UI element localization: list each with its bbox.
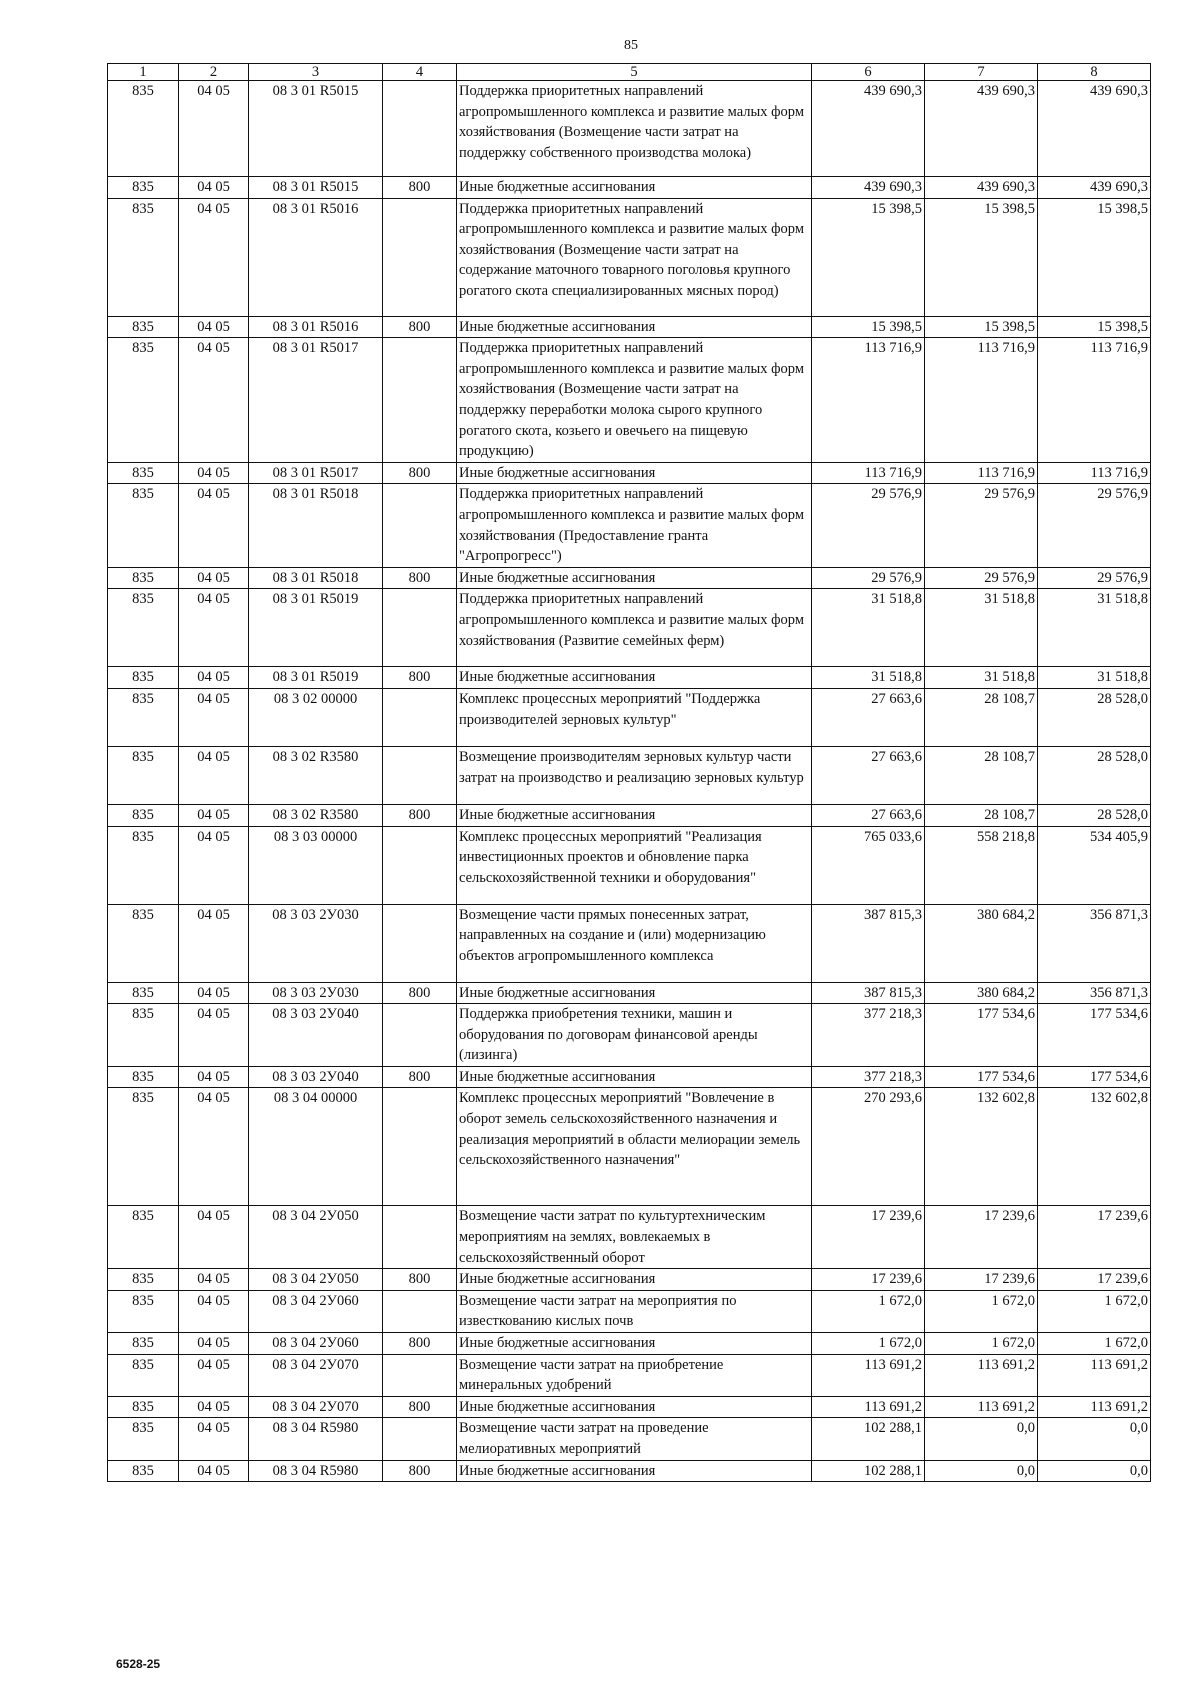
cell-target-article: 08 3 03 2У040	[249, 1004, 383, 1067]
cell-section-code: 04 05	[179, 198, 249, 316]
cell-description: Иные бюджетные ассигнования	[457, 1066, 812, 1088]
cell-admin-code: 835	[108, 1418, 179, 1460]
cell-amount-year-1: 17 239,6	[812, 1206, 925, 1269]
cell-section-code: 04 05	[179, 688, 249, 746]
cell-amount-year-3: 15 398,5	[1038, 198, 1151, 316]
cell-description: Комплекс процессных мероприятий "Вовлечение в оборот земель сельскохозяйственного назначения и реализация мероприятий в области мелиорации земель сельскохозяйственного назначения"	[457, 1088, 812, 1206]
cell-admin-code: 835	[108, 826, 179, 904]
cell-description: Иные бюджетные ассигнования	[457, 567, 812, 589]
table-row	[108, 804, 1151, 826]
cell-section-code: 04 05	[179, 484, 249, 567]
cell-amount-year-3: 28 528,0	[1038, 804, 1151, 826]
cell-description: Иные бюджетные ассигнования	[457, 804, 812, 826]
cell-expense-type	[383, 338, 457, 463]
table-row	[108, 338, 1151, 463]
cell-amount-year-3: 113 691,2	[1038, 1396, 1151, 1418]
cell-amount-year-3: 28 528,0	[1038, 746, 1151, 804]
cell-expense-type: 800	[383, 982, 457, 1004]
cell-section-code: 04 05	[179, 826, 249, 904]
cell-amount-year-3: 356 871,3	[1038, 904, 1151, 982]
cell-target-article: 08 3 04 2У070	[249, 1354, 383, 1396]
cell-amount-year-2: 31 518,8	[925, 667, 1038, 689]
cell-admin-code: 835	[108, 1333, 179, 1355]
table-row	[108, 1460, 1151, 1482]
cell-amount-year-2: 29 576,9	[925, 484, 1038, 567]
cell-admin-code: 835	[108, 589, 179, 667]
cell-target-article: 08 3 04 2У060	[249, 1290, 383, 1332]
cell-admin-code: 835	[108, 316, 179, 338]
cell-amount-year-1: 102 288,1	[812, 1460, 925, 1482]
cell-amount-year-3: 113 691,2	[1038, 1354, 1151, 1396]
table-row	[108, 1088, 1151, 1206]
cell-expense-type	[383, 826, 457, 904]
cell-target-article: 08 3 01 R5016	[249, 198, 383, 316]
cell-amount-year-1: 1 672,0	[812, 1333, 925, 1355]
cell-target-article: 08 3 01 R5015	[249, 81, 383, 177]
cell-section-code: 04 05	[179, 1460, 249, 1482]
cell-description: Комплекс процессных мероприятий "Поддержка производителей зерновых культур"	[457, 688, 812, 746]
cell-amount-year-3: 31 518,8	[1038, 589, 1151, 667]
table-row	[108, 1354, 1151, 1396]
budget-table	[107, 63, 1151, 1482]
column-header-6: 6	[812, 64, 925, 81]
cell-section-code: 04 05	[179, 1333, 249, 1355]
cell-expense-type	[383, 81, 457, 177]
cell-amount-year-1: 377 218,3	[812, 1066, 925, 1088]
cell-admin-code: 835	[108, 177, 179, 199]
cell-section-code: 04 05	[179, 1088, 249, 1206]
column-header-1: 1	[108, 64, 179, 81]
table-row	[108, 1418, 1151, 1460]
cell-amount-year-3: 534 405,9	[1038, 826, 1151, 904]
cell-amount-year-3: 439 690,3	[1038, 177, 1151, 199]
cell-description: Возмещение части затрат по культуртехническим мероприятиям на землях, вовлекаемых в сельскохозяйственный оборот	[457, 1206, 812, 1269]
cell-amount-year-3: 31 518,8	[1038, 667, 1151, 689]
cell-amount-year-3: 0,0	[1038, 1418, 1151, 1460]
cell-amount-year-2: 28 108,7	[925, 688, 1038, 746]
cell-amount-year-3: 356 871,3	[1038, 982, 1151, 1004]
cell-amount-year-1: 387 815,3	[812, 982, 925, 1004]
cell-expense-type: 800	[383, 1396, 457, 1418]
cell-amount-year-2: 0,0	[925, 1460, 1038, 1482]
cell-admin-code: 835	[108, 1460, 179, 1482]
cell-amount-year-2: 177 534,6	[925, 1066, 1038, 1088]
cell-admin-code: 835	[108, 1004, 179, 1067]
cell-target-article: 08 3 02 00000	[249, 688, 383, 746]
cell-expense-type	[383, 1004, 457, 1067]
cell-amount-year-2: 17 239,6	[925, 1269, 1038, 1291]
cell-description: Возмещение части прямых понесенных затрат, направленных на создание и (или) модернизацию объектов агропромышленного комплекса	[457, 904, 812, 982]
cell-description: Иные бюджетные ассигнования	[457, 1460, 812, 1482]
cell-expense-type	[383, 688, 457, 746]
cell-amount-year-2: 113 716,9	[925, 338, 1038, 463]
cell-amount-year-1: 1 672,0	[812, 1290, 925, 1332]
table-row	[108, 316, 1151, 338]
table-row	[108, 746, 1151, 804]
cell-section-code: 04 05	[179, 338, 249, 463]
cell-expense-type	[383, 1206, 457, 1269]
cell-target-article: 08 3 04 2У060	[249, 1333, 383, 1355]
cell-expense-type: 800	[383, 567, 457, 589]
cell-section-code: 04 05	[179, 1269, 249, 1291]
cell-description: Иные бюджетные ассигнования	[457, 316, 812, 338]
cell-target-article: 08 3 03 2У030	[249, 982, 383, 1004]
cell-expense-type	[383, 1290, 457, 1332]
cell-expense-type	[383, 1418, 457, 1460]
cell-amount-year-3: 28 528,0	[1038, 688, 1151, 746]
table-row	[108, 982, 1151, 1004]
cell-section-code: 04 05	[179, 804, 249, 826]
cell-expense-type	[383, 484, 457, 567]
page-number: 85	[624, 38, 638, 53]
table-row	[108, 1269, 1151, 1291]
cell-description: Поддержка приобретения техники, машин и оборудования по договорам финансовой аренды (лизинга)	[457, 1004, 812, 1067]
cell-amount-year-1: 27 663,6	[812, 688, 925, 746]
cell-admin-code: 835	[108, 904, 179, 982]
cell-amount-year-3: 132 602,8	[1038, 1088, 1151, 1206]
cell-amount-year-2: 380 684,2	[925, 982, 1038, 1004]
header-row	[108, 64, 1151, 81]
cell-amount-year-3: 1 672,0	[1038, 1333, 1151, 1355]
table-row	[108, 1206, 1151, 1269]
cell-expense-type: 800	[383, 667, 457, 689]
cell-admin-code: 835	[108, 198, 179, 316]
cell-target-article: 08 3 02 R3580	[249, 804, 383, 826]
cell-admin-code: 835	[108, 1396, 179, 1418]
cell-description: Поддержка приоритетных направлений агропромышленного комплекса и развитие малых форм хозяйствования (Развитие семейных ферм)	[457, 589, 812, 667]
cell-amount-year-2: 1 672,0	[925, 1290, 1038, 1332]
cell-amount-year-3: 113 716,9	[1038, 338, 1151, 463]
cell-admin-code: 835	[108, 567, 179, 589]
cell-amount-year-1: 113 691,2	[812, 1396, 925, 1418]
cell-amount-year-1: 439 690,3	[812, 177, 925, 199]
cell-target-article: 08 3 01 R5019	[249, 589, 383, 667]
cell-amount-year-1: 113 691,2	[812, 1354, 925, 1396]
cell-admin-code: 835	[108, 338, 179, 463]
cell-target-article: 08 3 01 R5018	[249, 567, 383, 589]
cell-amount-year-1: 439 690,3	[812, 81, 925, 177]
cell-amount-year-2: 1 672,0	[925, 1333, 1038, 1355]
cell-description: Комплекс процессных мероприятий "Реализация инвестиционных проектов и обновление парка сельскохозяйственной техники и оборудования"	[457, 826, 812, 904]
cell-amount-year-2: 113 716,9	[925, 462, 1038, 484]
cell-amount-year-2: 31 518,8	[925, 589, 1038, 667]
cell-amount-year-1: 113 716,9	[812, 462, 925, 484]
table-row	[108, 177, 1151, 199]
cell-amount-year-2: 132 602,8	[925, 1088, 1038, 1206]
table-row	[108, 1066, 1151, 1088]
column-header-2: 2	[179, 64, 249, 81]
cell-amount-year-2: 558 218,8	[925, 826, 1038, 904]
table-row	[108, 198, 1151, 316]
cell-admin-code: 835	[108, 688, 179, 746]
cell-amount-year-1: 765 033,6	[812, 826, 925, 904]
table-row	[108, 904, 1151, 982]
cell-target-article: 08 3 01 R5017	[249, 338, 383, 463]
cell-description: Возмещение части затрат на мероприятия по известкованию кислых почв	[457, 1290, 812, 1332]
cell-target-article: 08 3 01 R5015	[249, 177, 383, 199]
cell-section-code: 04 05	[179, 1206, 249, 1269]
cell-admin-code: 835	[108, 462, 179, 484]
cell-description: Иные бюджетные ассигнования	[457, 1396, 812, 1418]
cell-admin-code: 835	[108, 1206, 179, 1269]
cell-expense-type: 800	[383, 462, 457, 484]
cell-admin-code: 835	[108, 1088, 179, 1206]
cell-target-article: 08 3 04 2У050	[249, 1269, 383, 1291]
cell-amount-year-1: 113 716,9	[812, 338, 925, 463]
column-header-4: 4	[383, 64, 457, 81]
cell-target-article: 08 3 04 R5980	[249, 1418, 383, 1460]
column-header-3: 3	[249, 64, 383, 81]
cell-description: Возмещение производителям зерновых культур части затрат на производство и реализацию зерновых культур	[457, 746, 812, 804]
table-row	[108, 826, 1151, 904]
table-row	[108, 81, 1151, 177]
cell-section-code: 04 05	[179, 746, 249, 804]
cell-amount-year-1: 15 398,5	[812, 198, 925, 316]
cell-amount-year-3: 17 239,6	[1038, 1206, 1151, 1269]
cell-amount-year-3: 29 576,9	[1038, 484, 1151, 567]
cell-section-code: 04 05	[179, 1290, 249, 1332]
cell-admin-code: 835	[108, 484, 179, 567]
cell-description: Поддержка приоритетных направлений агропромышленного комплекса и развитие малых форм хозяйствования (Возмещение части затрат на содержание маточного товарного поголовья крупного рогатого скота специализированных мясных пород)	[457, 198, 812, 316]
cell-amount-year-2: 29 576,9	[925, 567, 1038, 589]
cell-target-article: 08 3 01 R5016	[249, 316, 383, 338]
cell-amount-year-1: 15 398,5	[812, 316, 925, 338]
cell-amount-year-2: 439 690,3	[925, 81, 1038, 177]
cell-amount-year-1: 102 288,1	[812, 1418, 925, 1460]
cell-section-code: 04 05	[179, 177, 249, 199]
cell-amount-year-1: 17 239,6	[812, 1269, 925, 1291]
cell-section-code: 04 05	[179, 462, 249, 484]
cell-description: Поддержка приоритетных направлений агропромышленного комплекса и развитие малых форм хозяйствования (Предоставление гранта "Агропрогресс")	[457, 484, 812, 567]
cell-description: Поддержка приоритетных направлений агропромышленного комплекса и развитие малых форм хозяйствования (Возмещение части затрат на поддержку переработки молока сырого крупного рогатого скота, козьего и овечьего на пищевую продукцию)	[457, 338, 812, 463]
cell-admin-code: 835	[108, 982, 179, 1004]
cell-admin-code: 835	[108, 804, 179, 826]
cell-admin-code: 835	[108, 81, 179, 177]
cell-expense-type	[383, 198, 457, 316]
cell-admin-code: 835	[108, 1066, 179, 1088]
table-row	[108, 688, 1151, 746]
column-header-8: 8	[1038, 64, 1151, 81]
cell-amount-year-2: 17 239,6	[925, 1206, 1038, 1269]
cell-section-code: 04 05	[179, 1396, 249, 1418]
cell-expense-type	[383, 589, 457, 667]
cell-expense-type: 800	[383, 1460, 457, 1482]
cell-expense-type	[383, 1354, 457, 1396]
cell-expense-type	[383, 1088, 457, 1206]
cell-admin-code: 835	[108, 746, 179, 804]
cell-expense-type: 800	[383, 1333, 457, 1355]
cell-admin-code: 835	[108, 1290, 179, 1332]
cell-section-code: 04 05	[179, 316, 249, 338]
cell-target-article: 08 3 02 R3580	[249, 746, 383, 804]
table-row	[108, 1333, 1151, 1355]
cell-description: Поддержка приоритетных направлений агропромышленного комплекса и развитие малых форм хозяйствования (Возмещение части затрат на поддержку собственного производства молока)	[457, 81, 812, 177]
cell-target-article: 08 3 01 R5019	[249, 667, 383, 689]
cell-amount-year-3: 439 690,3	[1038, 81, 1151, 177]
table-body	[108, 81, 1151, 1482]
cell-admin-code: 835	[108, 1354, 179, 1396]
document-code: 6528-25	[116, 1657, 161, 1671]
cell-target-article: 08 3 03 00000	[249, 826, 383, 904]
cell-amount-year-2: 28 108,7	[925, 746, 1038, 804]
cell-amount-year-1: 270 293,6	[812, 1088, 925, 1206]
cell-amount-year-1: 387 815,3	[812, 904, 925, 982]
cell-description: Возмещение части затрат на проведение мелиоративных мероприятий	[457, 1418, 812, 1460]
cell-amount-year-1: 29 576,9	[812, 567, 925, 589]
cell-description: Иные бюджетные ассигнования	[457, 1333, 812, 1355]
cell-section-code: 04 05	[179, 1066, 249, 1088]
cell-amount-year-2: 439 690,3	[925, 177, 1038, 199]
cell-amount-year-1: 29 576,9	[812, 484, 925, 567]
cell-amount-year-1: 31 518,8	[812, 589, 925, 667]
cell-description: Иные бюджетные ассигнования	[457, 462, 812, 484]
cell-amount-year-3: 113 716,9	[1038, 462, 1151, 484]
cell-amount-year-2: 380 684,2	[925, 904, 1038, 982]
cell-target-article: 08 3 03 2У040	[249, 1066, 383, 1088]
cell-expense-type: 800	[383, 177, 457, 199]
cell-target-article: 08 3 04 R5980	[249, 1460, 383, 1482]
table-row	[108, 1004, 1151, 1067]
cell-section-code: 04 05	[179, 567, 249, 589]
cell-section-code: 04 05	[179, 1418, 249, 1460]
column-header-7: 7	[925, 64, 1038, 81]
cell-amount-year-2: 177 534,6	[925, 1004, 1038, 1067]
cell-amount-year-2: 15 398,5	[925, 316, 1038, 338]
cell-amount-year-1: 377 218,3	[812, 1004, 925, 1067]
cell-target-article: 08 3 01 R5018	[249, 484, 383, 567]
cell-expense-type: 800	[383, 1269, 457, 1291]
cell-description: Иные бюджетные ассигнования	[457, 667, 812, 689]
cell-admin-code: 835	[108, 667, 179, 689]
cell-target-article: 08 3 04 2У070	[249, 1396, 383, 1418]
cell-description: Иные бюджетные ассигнования	[457, 177, 812, 199]
cell-expense-type	[383, 746, 457, 804]
cell-admin-code: 835	[108, 1269, 179, 1291]
cell-section-code: 04 05	[179, 81, 249, 177]
table-row	[108, 484, 1151, 567]
cell-amount-year-3: 177 534,6	[1038, 1066, 1151, 1088]
cell-target-article: 08 3 04 2У050	[249, 1206, 383, 1269]
cell-amount-year-3: 177 534,6	[1038, 1004, 1151, 1067]
column-header-5: 5	[457, 64, 812, 81]
table-row	[108, 567, 1151, 589]
cell-section-code: 04 05	[179, 589, 249, 667]
table-row	[108, 462, 1151, 484]
cell-amount-year-2: 113 691,2	[925, 1396, 1038, 1418]
cell-description: Возмещение части затрат на приобретение минеральных удобрений	[457, 1354, 812, 1396]
cell-amount-year-3: 29 576,9	[1038, 567, 1151, 589]
cell-target-article: 08 3 04 00000	[249, 1088, 383, 1206]
cell-amount-year-3: 0,0	[1038, 1460, 1151, 1482]
cell-amount-year-3: 15 398,5	[1038, 316, 1151, 338]
table-row	[108, 1396, 1151, 1418]
cell-section-code: 04 05	[179, 667, 249, 689]
cell-amount-year-2: 15 398,5	[925, 198, 1038, 316]
cell-description: Иные бюджетные ассигнования	[457, 982, 812, 1004]
cell-section-code: 04 05	[179, 1354, 249, 1396]
cell-expense-type	[383, 904, 457, 982]
cell-amount-year-1: 27 663,6	[812, 804, 925, 826]
table-row	[108, 667, 1151, 689]
cell-amount-year-2: 28 108,7	[925, 804, 1038, 826]
cell-target-article: 08 3 03 2У030	[249, 904, 383, 982]
cell-amount-year-1: 27 663,6	[812, 746, 925, 804]
cell-expense-type: 800	[383, 316, 457, 338]
cell-section-code: 04 05	[179, 1004, 249, 1067]
cell-target-article: 08 3 01 R5017	[249, 462, 383, 484]
cell-description: Иные бюджетные ассигнования	[457, 1269, 812, 1291]
cell-amount-year-2: 113 691,2	[925, 1354, 1038, 1396]
table-row	[108, 589, 1151, 667]
cell-section-code: 04 05	[179, 904, 249, 982]
cell-amount-year-3: 17 239,6	[1038, 1269, 1151, 1291]
table-row	[108, 1290, 1151, 1332]
cell-amount-year-3: 1 672,0	[1038, 1290, 1151, 1332]
cell-amount-year-2: 0,0	[925, 1418, 1038, 1460]
cell-expense-type: 800	[383, 804, 457, 826]
cell-amount-year-1: 31 518,8	[812, 667, 925, 689]
cell-section-code: 04 05	[179, 982, 249, 1004]
cell-expense-type: 800	[383, 1066, 457, 1088]
